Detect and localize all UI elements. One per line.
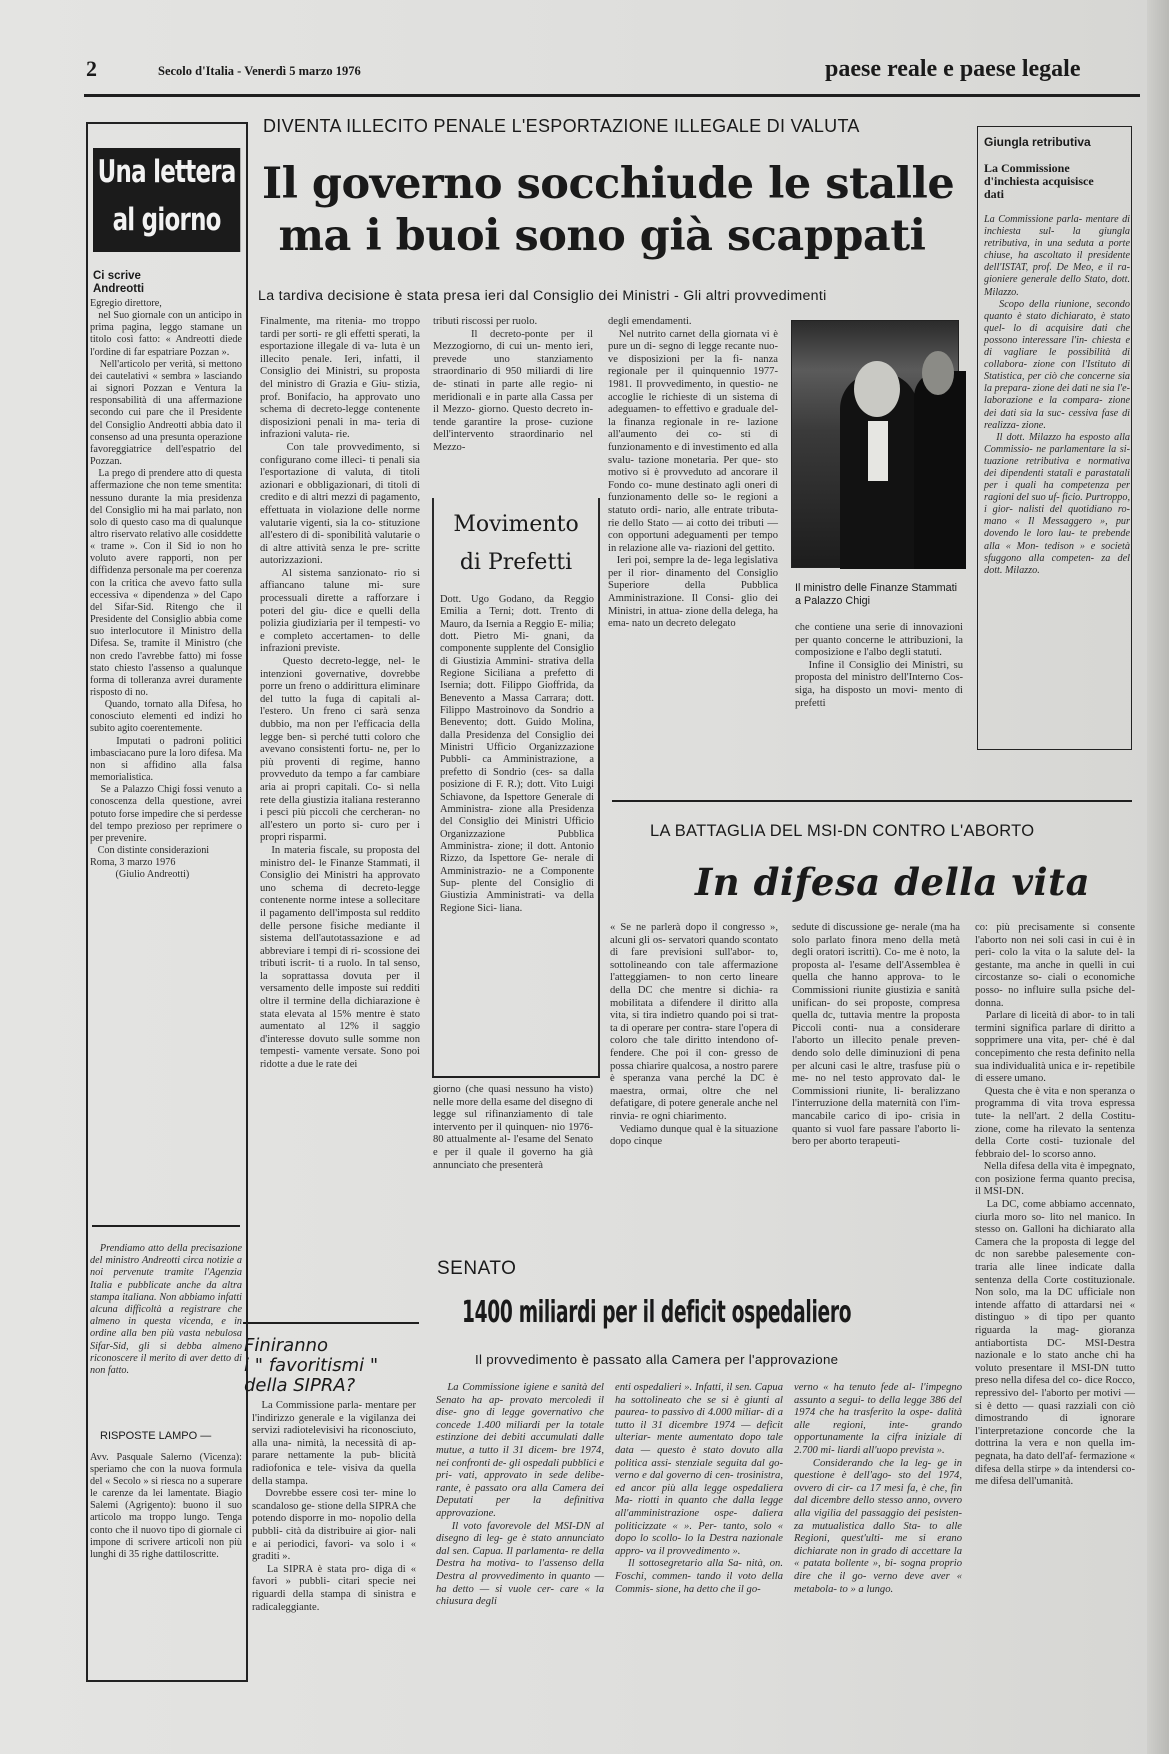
prefetti-body: Dott. Ugo Godano, da Reggio Emilia a Terni; dott. Trento di Mauro, da Isernia a Reggio E- milia; dott. Pietro Mi- gnani, da componente supplente del Consiglio di Giustizia Ammini- strativa della Regione Siciliana a prefetto di Isernia; dott. Filippo Gioffrida, da Benevento a Massa Carrara; dott. Filippo Mastroinovo da Sondrio a Benevento; dott. Guido Molina, dalla Presidenza del Consiglio dei Ministri Ufficio Organizzazione Pubbli- ca Amministrazione, a prefetto di Sondrio (ces- sa dalla posizione di F. R.); dott. Vito Luigi Schiavone, da Ispettore Generale di Amministra- zione alla Presidenza del Consiglio dei Ministri Ufficio Organizzazione Pubblica Amministra- zione; il dott. Antonio Rizzo, da Ispettore Ge- nerale di Amministrazio- ne a Componente Sup- plente del Consiglio di Giustizia Amministrati- va della Regione Sici- liana.	[440, 594, 597, 914]
msi-kicker: LA BATTAGLIA DEL MSI-DN CONTRO L'ABORTO	[650, 822, 1035, 840]
letter-sender: Ci scrive Andreotti	[93, 270, 145, 295]
msi-col-3: co: più precisamente si consente l'aborto non nei soli casi in cui è in peri- colo la vita o la salute del- la gestante, ma anche in quelli in cui circostanze so- ciali o economiche posso- no influire sulla psiche del- donna. Parlare di liceità di abor- to in tali termini significa parlare di diritto a sopprimere una vita, per- ché è dal concepimento che resta definito nella sua individualità unica e ir- repetibile di essere umano. Questa che è vita e non speranza o programma di vita trova espressa tute- la nell'art. 2 della Costitu- zione, come ha rilevato la sentenza della Corte costi- tuzionale del febbraio del- lo scorso anno. Nella difesa della vita è impegnato, con posizione ferma quanto precisa, il MSI-DN. La DC, come abbiamo accennato, ciurla moro so- lito nel manico. In stesso on. Galloni ha dichiarato alla Camera che la proposta di legge del dc non sarebbe palesemente con- traria alle linee indicate dalla sentenza della Corte costituzionale. Non solo, ma la DC ufficiale non intende affatto di attardarsi nei « distinguo » di tipo per quanto riguarda la mag- gioranza antiabortista DC- MSI-Destra nazionale e lo stato anche chi ha voluto presentare il MSI-DN tutto preso nella difesa del co- dice Rocco, repressivo del- l'aborto per motivi — si è detto — quasi razziali con ciò dimostrando di ignorare l'interpretazione concorde che la dottrina la vera e non quella im- pegnata, ha dato dell'af- fermazione « difesa della stirpe » da intendersi co- me difesa dell'umanità.	[975, 922, 1136, 1488]
masthead-date: Secolo d'Italia - Venerdì 5 marzo 1976	[158, 64, 361, 78]
risposte-lampo-body: Avv. Pasquale Salerno (Vicenza): speriamo che con la nuova formula del « Secolo » si riesca no a superare le carenze da lei lamentate. Biagio Salemi (Agrigento): buono il suo articolo ma troppo lungo. Tenga conto che il nuovo tipo di giornale ci impone di scrivere articoli non più lunghi di 35 righe dattiloscritte.	[90, 1452, 245, 1560]
main-headline: Il governo socchiude le stalle ma i buoi sono già scappati	[262, 159, 955, 261]
risposte-lampo-title: RISPOSTE LAMPO —	[100, 1430, 212, 1442]
main-col-1: Finalmente, ma ritenia- mo troppo tardi per sorti- re gli effetti sperati, la esportazione illegale di va- luta è un illecito penale. Ieri, infatti, il Consiglio dei Ministri, su proposta del ministro di Grazia e Giu- stizia, prof. Bonifacio, ha approvato uno schema di decreto-legge contenente disposizioni penali in ma- teria di infrazioni valuta- rie. Con tale provvedimento, si configurano come illeci- ti penali sia l'esportazione di valuta, di titoli azionari e obbligazionari, di titoli di credito e di altri mezzi di pagamento, effettuata in violazione delle norme valutarie vigenti, sia la co- stituzione all'estero di di- sponibilità valutarie o di altre attività senza le pre- scritte autorizzazioni. Al sistema sanzionato- rio si affiancano talune mi- sure processuali dirette a rafforzare i poteri del giu- dice e quelli della polizia giudiziaria per il tempesti- vo e completo accertamen- to delle infrazioni previste. Questo decreto-legge, nel- le intenzioni governative, dovrebbe porre un freno o addirittura eliminare del tutto la fuga di capitali al- l'estero. Un freno ci sarà senza dubbio, ma non per l'efficacia della legge ben- sì perché tutti coloro che avevano consistenti fortu- ne, per lo più proventi di regime, hanno provveduto da tempo a far cambiare aria ai propri capitali. Co- sì nella rete della giustizia italiana resteranno i pesci più piccoli che cercheran- no all'estero un porto si- curo per i propri risparmi. In materia fiscale, su proposta del ministro del- le Finanze Stammati, il Consiglio dei Ministri ha approvato uno schema di decreto-legge contenente norme intese a sollecitare il pagamento dell'imposta sul reddito delle persone fisiche mediante il sistema dell'autotassazione e ad abbreviare i tempi di ri- scossione dei tributi iscrit- ti a ruolo. In tal senso, la soprattassa dovuta per il versamento delle imposte sui redditi oltre il termine della dichiarazione è stata elevata al 15% mentre è stato aumentato al 12% il saggio d'interesse dovuto sulle somme non tempesti- vamente versate. Sono poi ridotte a due le rate dei	[260, 316, 420, 1071]
sipra-body: La Commissione parla- mentare per l'indirizzo generale e la vigilanza dei servizi radiotelevisivi ha riconosciuto, alla una- nimità, la necessità di ap- parare nettamente la pub- blicità radiofonica e tele- visiva da quella della stampa. Dovrebbe essere così ter- mine lo scandaloso ge- stione della SIPRA che potendo disporre in mo- nopolio della pubbli- cità da distribuire ai gior- nali e ai periodici, favori- va solo i « graditi ». La SIPRA è stata pro- diga di « favori » pubbli- citari specie nei riguardi della stampa di sinistra e radicaleggiante.	[252, 1400, 416, 1613]
photo-caption: Il ministro delle Finanze Stammati a Palazzo Chigi	[795, 582, 958, 607]
main-col-3: degli emendamenti. Nel nutrito carnet della giornata vi è pure un di- segno di legge recante nuo- ve disposizioni per la fi- nanza regionale per il quinquennio 1977-1981. Il provvedimento, in questio- ne accoglie le richieste di un sistema di adeguamen- to effettivo e graduale del- la finanza regionale in re- lazione all'aumento dei co- sti di funzionamento e di investimento ed alla svalu- tazione monetaria. Per que- sto motivo si è provveduto ad ancorare il Fondo co- mune destinato agli oneri di funzionamento delle so- le regioni a statuto ordi- nario, alle entrate tributa- rie dello Stato — ai cotto dei tributi — con opportuni adeguamenti per tempo in relazione alle va- riazioni del gettito. Ieri poi, sempre la de- lega legislativa per il rior- dinamento del Consiglio Superiore della Pubblica Amministrazione. Il Consi- glio dei Ministri, in attua- zione della delega, ha ema- nato un decreto delegato	[608, 316, 778, 630]
msi-top-rule	[612, 800, 1132, 802]
prefetti-title: Movimento di Prefetti	[453, 512, 579, 575]
minister-photo	[791, 320, 959, 568]
main-kicker: DIVENTA ILLECITO PENALE L'ESPORTAZIONE ILLEGALE DI VALUTA	[263, 116, 860, 136]
sipra-top-rule	[243, 1322, 419, 1324]
senato-col-2: enti ospedalieri ». Infatti, il sen. Capua ha sottolineato che se si è giunti al paurea- to passivo di 4.000 miliar- di a tutto il 31 dicembre 1974 — deficit ulteriar- mente aumentato dopo tale data — questo è stato dovuto alla politica assi- stenziale seguita dal go- verno e dal governo di cen- trosinistra, ed ancor più alla legge ospedaliera Ma- riotti in quanto che dalla legge all'amministrazione ospe- daliera politicizzate « ». Per- tanto, solo « dopo lo scollo- lo la Destra nazionale appro- va il provvedimento ». Il sottosegretario alla Sa- nità, on. Foschi, commen- tando il voto della Commis- sione, ha detto che il go-	[615, 1382, 783, 1595]
giungla-title: La Commissione d'inchiesta acquisisce dati	[984, 161, 1094, 201]
editorial-reply: Prendiamo atto della precisazione del ministro Andreotti circa notizie a noi pervenute tramite l'Agenzia Italia e pubblicate anche da altra stampa italiana. Non abbiamo infatti alcuna difficoltà a registrare che almeno in questa vicenda, e in ordine alla ben più vasta nebulosa Sifar-Sid, gli si debba almeno riconoscere il merito di aver detto di non fatto.	[90, 1243, 243, 1377]
prefetti-frame-left	[432, 498, 434, 1076]
sipra-title: Finiranno i " favoritismi " della SIPRA?	[244, 1335, 379, 1396]
page-edge	[1147, 0, 1169, 1754]
giungla-body: La Commissione parla- mentare di inchiesta sul- la giungla retributiva, in una seduta a porte chiuse, ha ascoltato il presidente dell'ISTAT, prof. De Meo, e il ra- gioniere generale dello Stato, dott. Milazzo. Scopo della riunione, secondo quanto è stato dichiarato, è stato quel- lo di acquisire dati che possono interessare l'in- chiesta e di vagliare le possibilità di collabora- zione con l'Istituto di Statistica, per ciò che concerne sia la prepara- zione dei dati ne sia l'e- laborazione e la compara- zione dei dati sia la suc- cessiva fase di realizza- zione. Il dott. Milazzo ha esposto alla Commissio- ne parlamentare la si- tuazione retributiva e normativa dei dipendenti statali e parastatali per i quali ha competenza per ragioni del suo uf- ficio. Purtroppo, i gior- nalisti del quotidiano ro- mano « Il Messaggero », pur dovendo le loro lau- te prebende alla « Mon- tedison » e società sfuggono alla competen- za del dott. Milazzo.	[984, 214, 1131, 576]
letter-divider	[92, 1225, 240, 1227]
senato-col-1: La Commissione igiene e sanità del Senato ha ap- provato mercoledì il dise- gno di legge governativo che concede 1.400 miliardi per la totale estinzione dei debiti accumulati dalle mutue, a tutto il 31 dicem- bre 1974, nei confronti de- gli ospedali pubblici e pri- vati, approvato in sede delibe- rante, è passato ora alla Camera dei Deputati per la definitiva approvazione. Il voto favorevole del MSI-DN al disegno di leg- ge è stato annunciato dal sen. Capua. Il parlamenta- re della Destra ha motiva- to l'assenso della Destra al provvedimento in quanto — ha detto — si vuole cer- care « la chiusura degli	[436, 1382, 605, 1608]
main-col-2-bottom: giorno (che quasi nessuno ha visto) nelle more della esame del disegno di legge sul rifinanziamento di tale intervento per il quinquen- nio 1976-80 attualmente al- l'esame del Senato e per il quale il governo ha già annunciato che presenterà	[433, 1084, 596, 1171]
letter-column-title: Una lettera al giorno	[93, 148, 240, 252]
prefetti-frame-bottom	[432, 1076, 600, 1078]
msi-col-2: sedute di discussione ge- nerale (ma ha solo parlato finora meno della metà degli oratori iscritti). Co- me è noto, la proposta al- l'esame dell'Assemblea è quella che hanno approva- to le Commissioni riunite giustizia e sanità unifican- do sei proposte, compresa quella dc, tuttavia mentre la proposta Piccoli conti- nua a considerare l'aborto un illecito penale preven- dendo solo delle diminuzioni di pena per alcuni casi le altre, trasfuse più o me- no nel testo approvato dal- le Commissioni riunite, li- beralizzano l'interruzione della maternità con l'im- mancabile carico di ipo- crisia in quanto si vuol fare passare l'aborto li- bero per aborto terapeuti-	[792, 922, 963, 1148]
senato-kicker: SENATO	[437, 1258, 517, 1279]
letter-body: Egregio direttore, nel Suo giornale con un anticipo in prima pagina, leggo stamane un titolo così fatto: « Andreotti diede l'ordine di far espatriare Pozzan ». Nell'articolo per verità, si mettono dei cautelativi « sembra » lasciando ai signori Pozzan e Ventura la responsabilità di una affermazione secondo cui pare che il Presidente del Consiglio Andreotti abbia dato il consenso ad una presunta operazione favoreggiatrice dell'espatrio del Pozzan. La prego di prendere atto di questa affermazione che non teme smentita: nessuno durante la mia presidenza del Consiglio mi ha mai parlato, non solo di questo caso ma di qualunque altro riservato relativo alle cosiddette « trame ». Con il Sid io non ho voluto avere rapporti, non per diffidenza personale ma per coerenza con la critica che avevo fatto sulla eccessiva « dipendenza » del Capo del Sifar-Sid. Ritengo che il Presidente del Consiglio abbia come suo interlocutore il Ministro della Difesa. Se, tramite il Ministro (che non credo l'avrebbe fatto) mi fosse stato chiesto l'assenso a qualunque forma di tolleranza avrei duramente risposto di no. Quando, tornato alla Difesa, ho conosciuto elementi ed indizi ho subito agito coerentemente. Imputati o padroni politici imbasciacano pure la loro difesa. Ma non si affidino alla falsa memorialistica. Se a Palazzo Chigi fossi venuto a conoscenza della questione, avrei potuto forse impedire che si perdesse del tempo prezioso per reprimere o per prevenire. Con distinte considerazioni Roma, 3 marzo 1976 (Giulio Andreotti)	[90, 298, 243, 881]
main-subhead: La tardiva decisione è stata presa ieri dal Consiglio dei Ministri - Gli altri provvedimenti	[258, 288, 827, 304]
msi-headline: In difesa della vita	[695, 860, 1091, 904]
giungla-kicker: Giungla retributiva	[984, 135, 1091, 149]
senato-subhead: Il provvedimento è passato alla Camera per l'approvazione	[475, 1352, 839, 1367]
senato-col-3: verno « ha tenuto fede al- l'impegno assunto a segui- to della legge 386 del 1974 che ha trasferito la ospe- dalità alle regioni, inte- grando opportunamente la cifra iniziale di 2.700 mi- liardi all'uopo prevista ». Considerando che la leg- ge in questione è dell'ago- sto del 1974, ovvero di cir- ca 17 mesi fa, è che, fin dal dicembre dello stesso anno, ovvero alla vigilia del passaggio dei pesisten- za mutualistica dallo Sta- to alle Regioni, quest'ulti- me si erano dichiarate non in grado di accettare la « patata bollente », bi- sogna proprio dire che il go- verno deve aver « metabola- to » a lungo.	[794, 1382, 962, 1595]
senato-headline: 1400 miliardi per il deficit ospedaliero	[462, 1295, 852, 1330]
main-col-2-top: tributi riscossi per ruolo. Il decreto-ponte per il Mezzogiorno, di cui un- mento ieri, prevede uno stanziamento straordinario di 950 miliardi di lire de- stinati in parte alle regio- ni meridionali e in parte alla Cassa per il Mezzo- giorno. Questo decreto in- tende garantire la prose- cuzione dell'intervento straordinario nel Mezzo-	[433, 316, 593, 453]
header-rule	[84, 94, 1140, 97]
prefetti-frame-right	[598, 498, 600, 1076]
section-title: paese reale e paese legale	[825, 56, 1081, 82]
main-col-4: che contiene una serie di innovazioni per quanto concerne le attribuzioni, la composizione e l'albo degli statuti. Infine il Consiglio dei Ministri, su proposta del ministro dell'Interno Cos- siga, ha disposto un movi- mento di prefetti	[795, 622, 963, 709]
page-number: 2	[86, 56, 97, 81]
msi-col-1: « Se ne parlerà dopo il congresso », alcuni gli os- servatori quando scontato di fare previsioni sull'abor- to, sottolineando con tale affermazione l'atteggiamen- to non certo lineare della DC che mentre si dichia- ra mobilitata a difendere il diritto alla vita, si tira indietro quando poi si trat- ta di operare per contra- stare l'opera di coloro che tale diritto intendono of- fendere. Che poi il con- gresso de possa chiarire qualcosa, a nostro parere è speranza vana perché la DC è maestra, ormai, oltre che nel defatigare, di potere generale anche nel rinvia- re ogni chiarimento. Vediamo dunque qual è la situazione dopo cinque	[610, 922, 778, 1148]
